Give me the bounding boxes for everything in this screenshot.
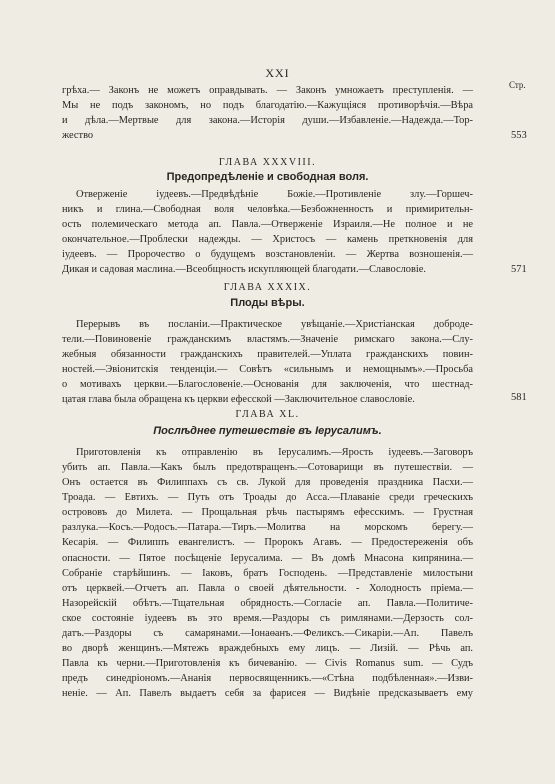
chapter-text	[62, 460, 473, 702]
page-column-label: Стр.	[509, 80, 526, 90]
text-line: Собраніе старѣйшинъ. — Іаковъ, братъ Господень. —Представленіе милостыни	[62, 567, 473, 579]
text-line: предъ синедріономъ.—Ананія первосвященникъ.—«Стѣна подбѣленная».—Изви-	[62, 673, 473, 685]
chapter-text	[62, 332, 473, 407]
text-line: датъ.—Раздоры съ самарянами.—Іонаѳанъ.—Феликсъ.—Сикаріи.—Ап. Павелъ	[62, 628, 473, 640]
text-line: во дворѣ женщинъ.—Мятежъ враждебныхъ ему лицъ. — Лизій. — Рѣчь ап.	[62, 643, 473, 655]
chapter-title: Предопредѣленіе и свободная воля.	[166, 171, 369, 183]
text-line: Приготовленія къ отправленію въ Іерусалимъ.—Ярость іудеевъ.—Заговоръ	[76, 447, 473, 458]
text-line: опасности. — Пятое посѣщеніе Іерусалима. — Въ домѣ Мнасона кипрянина.—	[62, 552, 473, 564]
text-line: ностей.—Эвіонитскія тенденціи.— Совѣтъ «сильнымъ и немощнымъ».—Просьба	[62, 364, 473, 376]
text-line: Троада. — Евтихъ. — Путь отъ Троады до Асса.—Плаваніе среди греческихъ	[62, 492, 473, 504]
text-line: неніе. — Ап. Павелъ выдаетъ себя за фарисея — Видѣніе предсказываетъ ему	[62, 688, 473, 700]
text-line: Назорейскій обѣтъ.—Тщательная обрядность.—Согласіе ап. Павла.—Политиче-	[62, 597, 473, 609]
chapter-text	[62, 445, 473, 460]
text-line: Дикая и садовая маслина.—Всеобщность искупляющей благодати.—Славословіе.	[62, 264, 426, 276]
text-line: жество	[62, 130, 94, 142]
page-ref: 571	[511, 264, 527, 275]
text-line: Кесарія. — Филиппъ евангелистъ. — Пророкъ Агавъ. — Предостереженія объ	[62, 537, 473, 549]
text-line: Отверженіе іудеевъ.—Предвѣдѣніе Божіе.—Противленіе злу.—Горшеч-	[76, 189, 473, 200]
text-line: и дѣла.—Мертвые для закона.—Исторія души.—Избавленіе.—Надежда.—Тор-	[62, 115, 473, 127]
text-line: острововъ до Милета. — Прощальная рѣчь пастырямъ ефесскимъ. — Грустная	[62, 507, 473, 519]
chapter-heading: ГЛАВА XXXIX.	[223, 282, 312, 293]
text-line: никъ и глина.—Свободная воля человѣка.—Безбожненность и примирительн-	[62, 204, 473, 215]
chapter-text	[62, 317, 473, 332]
text-line: цатая глава была обращена къ церкви ефесской —Заключительное славословіе.	[62, 394, 415, 406]
chapter-title: Плоды вѣры.	[230, 297, 305, 309]
text-line: іудеевъ. — Пророчество о будущемъ возстановленіи. — Жертва возношенія.—	[62, 249, 473, 261]
text-line: убить ап. Павла.—Какъ былъ предотвращенъ.—Сотоварищи въ путешествіи. —	[62, 462, 473, 473]
chapter-heading: ГЛАВА XXXVIII.	[218, 157, 317, 168]
text-line: ость полемическаго метода ап. Павла.—Отверженіе Израиля.—Не полное и не	[62, 219, 473, 231]
page-number: XXI	[265, 66, 290, 80]
chapter-title: Послѣднее путешествіе въ Іерусалимъ.	[153, 425, 382, 437]
page-ref: 553	[511, 130, 527, 141]
text-line: жебныя обязанности гражданскихъ правителей.—Уплата гражданскихъ повин-	[62, 349, 473, 361]
text-line: о мотивахъ церкви.—Благословеніе.—Основанія для заключенія, что шестнад-	[62, 379, 473, 391]
text-line: тели.—Повиновеніе гражданскимъ властямъ.—Значеніе римскаго закона.—Слу-	[62, 334, 473, 345]
text-line: грѣха.— Законъ не можетъ оправдывать. — Законъ умножаетъ преступленія. —	[62, 85, 473, 96]
text-line: Павла къ черни.—Приготовленія къ бичеванію. — Civis Romanus sum. — Судъ	[62, 658, 473, 670]
text-line: отъ церквей.—Отчетъ ап. Павла о своей дѣятельности. - Холодность пріема.—	[62, 582, 473, 594]
text-line: разлука.—Косъ.—Родосъ.—Патара.—Тиръ.—Молитва на морскомъ берегу.—	[62, 522, 473, 534]
chapter-heading: ГЛАВА XL.	[235, 409, 300, 420]
text-line: Мы не подъ закономъ, но подъ благодатію.—Кажущіяся противорѣчія.—Вѣра	[62, 100, 473, 112]
text-line: Онъ остается въ Филиппахъ съ св. Лукой для проведенія праздника Пасхи.—	[62, 477, 473, 489]
chapter-text	[62, 202, 473, 277]
page-ref: 581	[511, 392, 527, 403]
text-line: Перерывъ въ посланіи.—Практическое увѣщаніе.—Христіанская доброде-	[76, 319, 473, 330]
intro-text	[62, 83, 473, 143]
text-line: ское состояніе іудеевъ въ это время.—Раздоры съ римлянами.—Дерзость сол-	[62, 612, 473, 624]
chapter-text	[62, 187, 473, 202]
text-line: окончательное.—Проблески надежды. — Христосъ — камень преткновенія для	[62, 234, 473, 246]
